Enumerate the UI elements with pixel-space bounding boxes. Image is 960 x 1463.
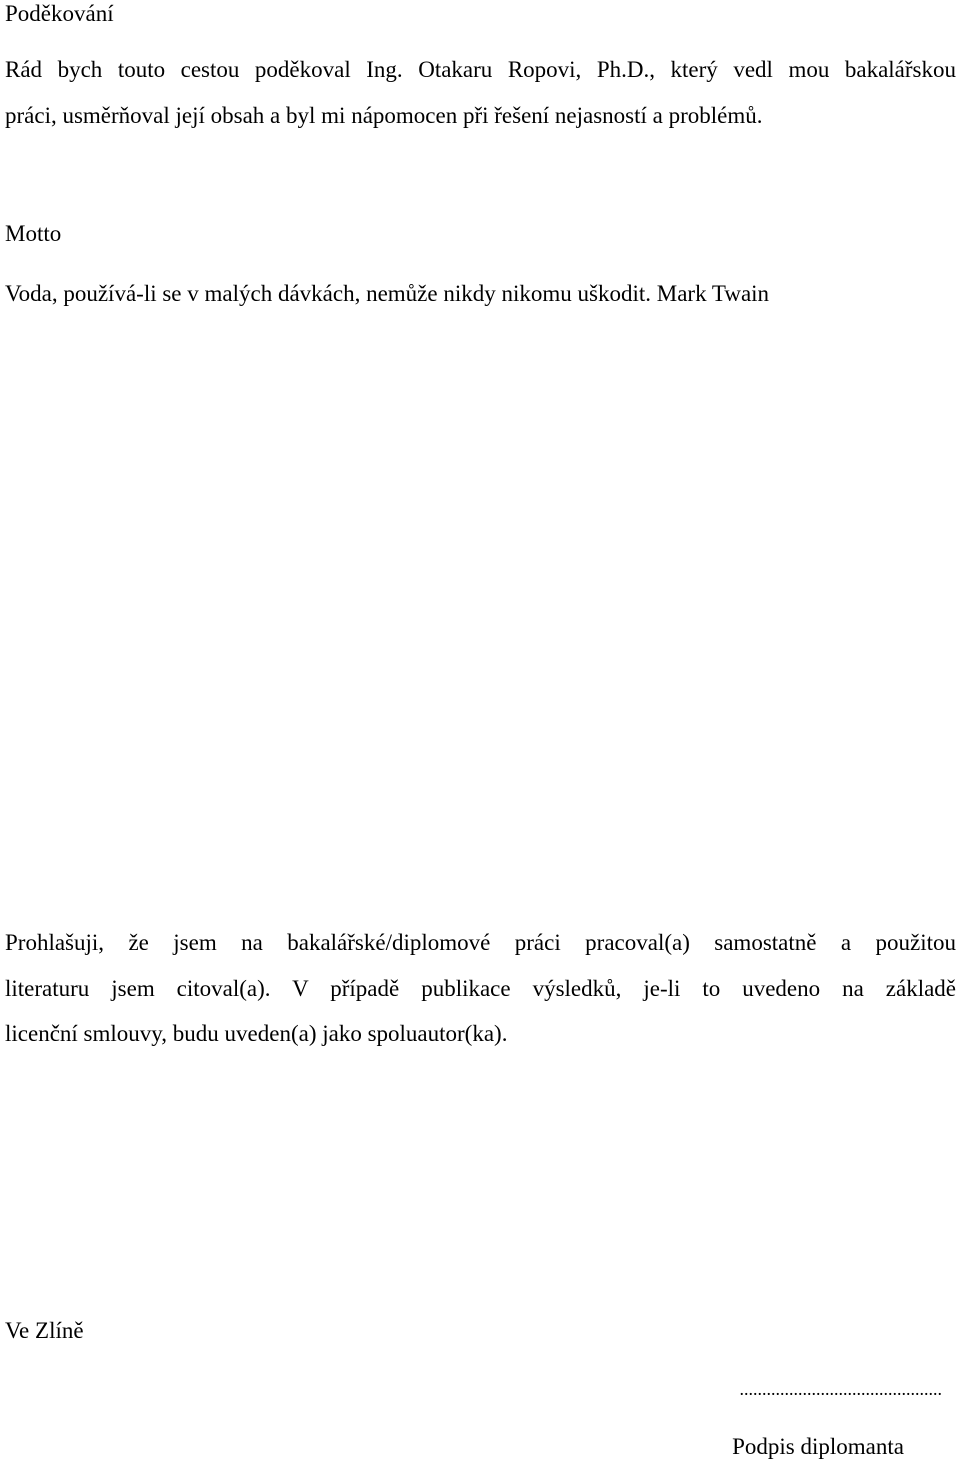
- signature-line: .............................................: [739, 1379, 942, 1399]
- declaration-line-3: licenční smlouvy, budu uveden(a) jako spoluautor(ka).: [5, 1021, 508, 1046]
- signature-label: Podpis diplomanta: [732, 1434, 904, 1459]
- declaration-line-2: literaturu jsem citoval(a). V případě publikace výsledků, je-li to uvedeno na základě: [5, 976, 956, 1001]
- motto-label: Motto: [5, 221, 62, 246]
- place-text: Ve Zlíně: [5, 1318, 84, 1343]
- declaration-line-1: Prohlašuji, že jsem na bakalářské/diplomové práci pracoval(a) samostatně a použitou: [5, 930, 956, 955]
- acknowledgements-line-2: práci, usměrňoval její obsah a byl mi nápomocen při řešení nejasností a problémů.: [5, 103, 763, 128]
- motto-quote: Voda, používá-li se v malých dávkách, nemůže nikdy nikomu uškodit. Mark Twain: [5, 281, 770, 306]
- acknowledgements-line-1: Rád bych touto cestou poděkoval Ing. Otakaru Ropovi, Ph.D., který vedl mou bakalářskou: [5, 57, 956, 82]
- acknowledgements-heading: Poděkování: [5, 1, 114, 26]
